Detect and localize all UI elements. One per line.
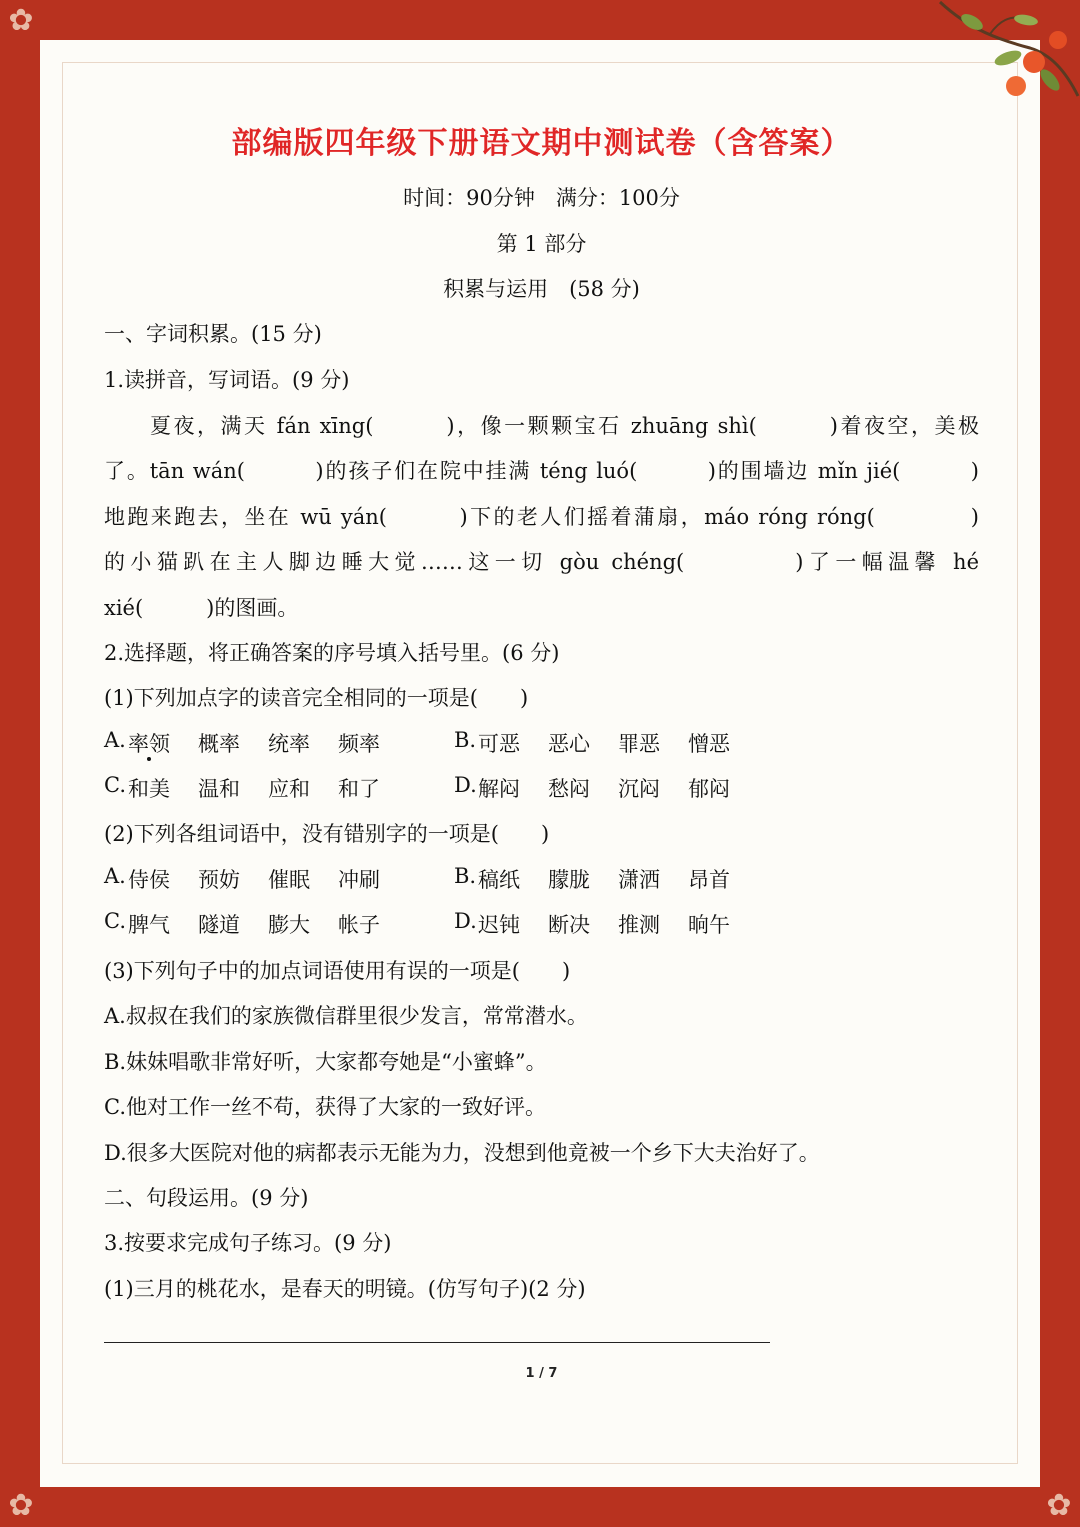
- option-word: 晌午: [688, 913, 730, 937]
- option-word: 冲刷: [338, 868, 380, 892]
- option-label: B.: [454, 728, 477, 752]
- option-word: 统率: [268, 732, 310, 756]
- option-word: 膨大: [268, 913, 310, 937]
- part-label: 第 1 部分: [496, 232, 587, 256]
- option-word: 断决: [548, 913, 590, 937]
- corner-ornament-icon: ✿: [8, 1488, 34, 1523]
- sub-question: (3)下列句子中的加点词语使用有误的一项是( ): [104, 959, 571, 983]
- question-heading: 3.按要求完成句子练习。(9 分): [104, 1231, 392, 1255]
- corner-ornament-icon: ✿: [1046, 1488, 1072, 1523]
- option-word: 帐子: [338, 913, 380, 937]
- section-heading: 二、句段运用。(9 分): [104, 1186, 309, 1210]
- answer-line[interactable]: [104, 1342, 770, 1343]
- sub-question: (1)下列加点字的读音完全相同的一项是( ): [104, 686, 529, 710]
- exam-title: 部编版四年级下册语文期中测试卷（含答案）: [231, 126, 852, 161]
- sentence-option: D.很多大医院对他的病都表示无能为力，没想到他竟被一个乡下大夫治好了。: [104, 1141, 820, 1165]
- option-word: 恶心: [548, 732, 590, 756]
- option-word: 隧道: [198, 913, 240, 937]
- pinyin-paragraph-line: 地跑来跑去，坐在 wū yán( )下的老人们摇着蒲扇，máo róng róng( ): [104, 505, 979, 529]
- option-word: 概率: [198, 732, 240, 756]
- option-word: 率领: [128, 732, 170, 756]
- option-word: 可恶: [478, 732, 520, 756]
- option-label: B.: [454, 864, 477, 888]
- exam-meta: 时间：90分钟 满分：100分: [403, 186, 680, 210]
- option-word: 脾气: [128, 913, 170, 937]
- option-word: 预妨: [198, 868, 240, 892]
- pinyin-paragraph-line: xié( )的图画。: [104, 596, 299, 620]
- option-word: 推测: [618, 913, 660, 937]
- option-word: 憎恶: [688, 732, 730, 756]
- option-word: 迟钝: [478, 913, 520, 937]
- question-heading: 2.选择题，将正确答案的序号填入括号里。(6 分): [104, 641, 560, 665]
- pinyin-paragraph-line: 夏夜，满天 fán xīng( )，像一颗颗宝石 zhuāng shì( )着夜空，美极: [150, 414, 979, 438]
- section-title: 积累与运用 (58 分): [443, 277, 640, 301]
- option-label: C.: [104, 773, 126, 797]
- option-word: 沉闷: [618, 777, 660, 801]
- option-word: 愁闷: [548, 777, 590, 801]
- corner-ornament-icon: ✿: [8, 3, 34, 38]
- option-word: 郁闷: [688, 777, 730, 801]
- sentence-option: A.叔叔在我们的家族微信群里很少发言，常常潜水。: [104, 1004, 588, 1028]
- option-word: 解闷: [478, 777, 520, 801]
- option-label: C.: [104, 909, 126, 933]
- persimmon-branch-icon: [930, 0, 1080, 120]
- option-word: 罪恶: [618, 732, 660, 756]
- section-heading: 一、字词积累。(15 分): [104, 322, 322, 346]
- option-word: 潇洒: [618, 868, 660, 892]
- option-word: 应和: [268, 777, 310, 801]
- sentence-option: B.妹妹唱歌非常好听，大家都夸她是“小蜜蜂”。: [104, 1050, 547, 1074]
- option-label: D.: [454, 773, 477, 797]
- option-word: 频率: [338, 732, 380, 756]
- option-word: 稿纸: [478, 868, 520, 892]
- option-word: 温和: [198, 777, 240, 801]
- sub-question: (1)三月的桃花水，是春天的明镜。(仿写句子)(2 分): [104, 1277, 586, 1301]
- option-word: 侍侯: [128, 868, 170, 892]
- option-word: 催眠: [268, 868, 310, 892]
- pinyin-paragraph-line: 了。tān wán( )的孩子们在院中挂满 téng luó( )的围墙边 mǐn jié( ): [104, 459, 979, 483]
- page-number: 1 / 7: [525, 1366, 558, 1381]
- option-word: 和美: [128, 777, 170, 801]
- sub-question: (2)下列各组词语中，没有错别字的一项是( ): [104, 822, 550, 846]
- question-heading: 1.读拼音，写词语。(9 分): [104, 368, 350, 392]
- sentence-option: C.他对工作一丝不苟，获得了大家的一致好评。: [104, 1095, 546, 1119]
- option-word: 和了: [338, 777, 380, 801]
- option-label: D.: [454, 909, 477, 933]
- option-label: A.: [104, 728, 126, 752]
- option-label: A.: [104, 864, 126, 888]
- option-word: 朦胧: [548, 868, 590, 892]
- pinyin-paragraph-line: 的小猫趴在主人脚边睡大觉……这一切 gòu chéng( )了一幅温馨 hé: [104, 550, 979, 574]
- option-word: 昂首: [688, 868, 730, 892]
